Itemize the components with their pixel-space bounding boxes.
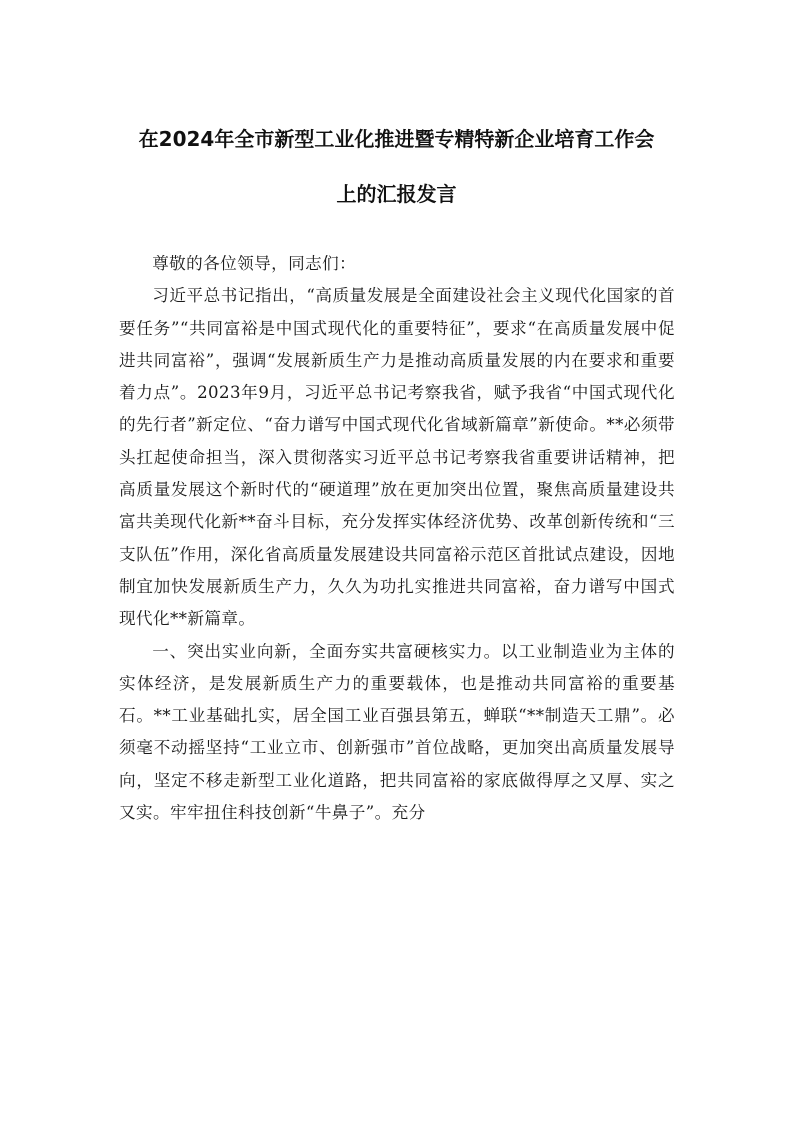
title-line-2: 上的汇报发言	[336, 182, 457, 206]
paragraph-2: 一、突出实业向新，全面夯实共富硬核实力。以工业制造业为主体的实体经济，是发展新质生产力的重要载体，也是推动共同富裕的重要基石。**工业基础扎实，居全国工业百强县第五，蝉联“**制造天工鼎”。必须毫不动摇坚持“工业立市、创新强市”首位战略，更加突出高质量发展导向，坚定不移走新型工业化道路，把共同富裕的家底做得厚之又厚、实之又实。牢牢扭住科技创新“牛鼻子”。充分	[119, 641, 675, 823]
document-body	[119, 248, 675, 829]
salutation: 尊敬的各位领导，同志们：	[152, 254, 357, 273]
title-line-1: 在2024年全市新型工业化推进暨专精特新企业培育工作会	[138, 127, 655, 151]
document-title	[100, 126, 693, 207]
paragraph-1: 习近平总书记指出，“高质量发展是全面建设社会主义现代化国家的首要任务”“共同富裕是中国式现代化的重要特征”，要求“在高质量发展中促进共同富裕”，强调“发展新质生产力是推动高质量发展的内在要求和重要着力点”。2023年9月，习近平总书记考察我省，赋予我省“中国式现代化的先行者”新定位、“奋力谱写中国式现代化省域新篇章”新使命。**必须带头扛起使命担当，深入贯彻落实习近平总书记考察我省重要讲话精神，把高质量发展这个新时代的“硬道理”放在更加突出位置，聚焦高质量建设共富共美现代化新**奋斗目标，充分发挥实体经济优势、改革创新传统和“三支队伍”作用，深化省高质量发展建设共同富裕示范区首批试点建设，因地制宜加快发展新质生产力，久久为功扎实推进共同富裕，奋力谱写中国式现代化**新篇章。	[119, 286, 675, 629]
